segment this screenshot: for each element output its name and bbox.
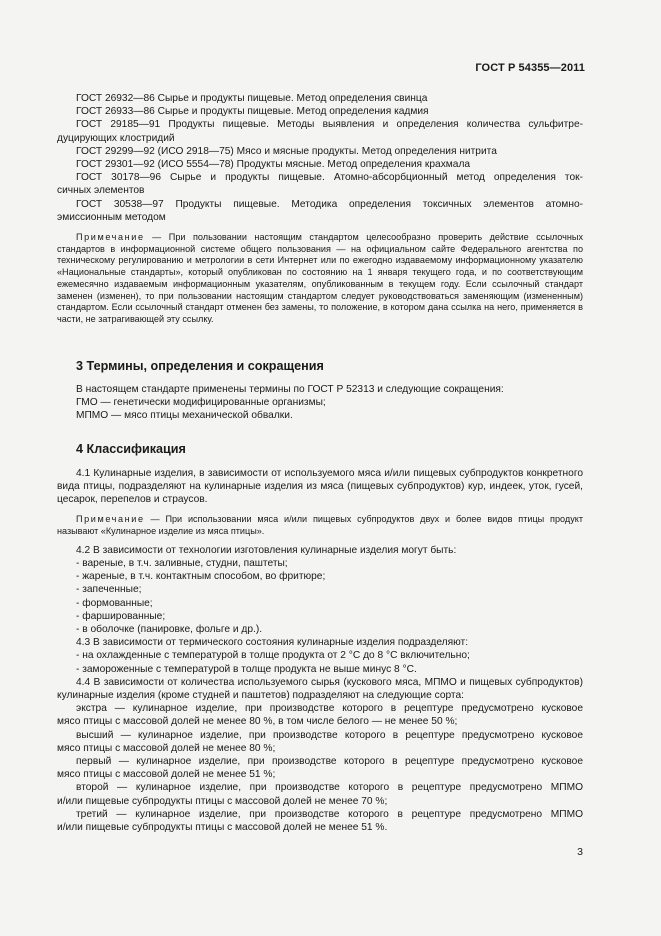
grade-third: третий — кулинарное изделие, при производстве которого в рецептуре предусмотрено МПМО xyxy=(76,808,583,820)
grade-highest-cont: мясо птицы с массовой долей не менее 80 %; xyxy=(57,742,276,754)
clause-4-2: 4.2 В зависимости от технологии изготовления кулинарные изделия могут быть: xyxy=(76,544,457,556)
clause-4-4: 4.4 В зависимости от количества используемого сырья (кускового мяса, МПМО и пищевых субпродуктов) кулинарные изделия (кроме студней и паштетов) подразделяют на следующие сорта: xyxy=(57,676,583,701)
list-item: - формованные; xyxy=(76,597,153,609)
reference-item-cont: сичных элементов xyxy=(57,185,145,197)
clause-4-3: 4.3 В зависимости от термического состояния кулинарные изделия подразделяют: xyxy=(76,637,469,649)
reference-item: ГОСТ 26932—86 Сырье и продукты пищевые. Метод определения свинца xyxy=(76,93,428,104)
section-4-title: 4 Классификация xyxy=(76,442,186,457)
note-text: — При использовании мяса и/или пищевых субпродуктов двух и более видов птицы продукт называют «Кулинарное изделие из мяса птицы». xyxy=(57,514,583,536)
list-item: - на охлажденные с температурой в толще продукта от 2 °С до 8 °С включительно; xyxy=(76,650,470,662)
reference-item: ГОСТ 26933—86 Сырье и продукты пищевые. Метод определения кадмия xyxy=(76,106,429,118)
clause-4-1: 4.1 Кулинарные изделия, в зависимости от используемого мяса и/или пищевых субпродуктов конкретного вида птицы, подразделяют на кулинарные изделия из мяса (пищевых субпродуктов) кур, индеек, уток, гусей, цесарок, перепелов и страусов. xyxy=(57,467,583,506)
grade-first: первый — кулинарное изделие, при производстве которого в рецептуре предусмотрено кусковое xyxy=(76,755,583,767)
reference-item: ГОСТ 29301—92 (ИСО 5554—78) Продукты мясные. Метод определения крахмала xyxy=(76,159,471,171)
page-content xyxy=(57,92,583,834)
note-text: — При пользовании настоящим стандартом целесообразно проверить действие ссылочных стандартов в информационной системе общего пользования — на официальном сайте Федерального агентства по техническому регулированию и метрологии в сети Интернет или по ежегодно издаваемому информационному указателю «Национальные стандарты», который опубликован по состоянию на 1 января текущего года, и по соответствующим ежемесячно издаваемым информационным указателям, опубликованным в текущем году. Если ссылочный стандарт заменен (изменен), то при пользовании настоящим стандартом следует руководствоваться заменяющим (измененным) стандартом. Если ссылочный стандарт отменен без замены, то положение, в котором дана ссылка на него, применяется в части, не затрагивающей эту ссылку. xyxy=(57,232,583,324)
list-item: - в оболочке (панировке, фольге и др.). xyxy=(76,623,263,635)
grade-second-cont: и/или пищевые субпродукты птицы с массовой долей не менее 70 %; xyxy=(57,795,388,807)
reference-item-cont: эмиссионным методом xyxy=(57,211,166,223)
grade-extra-cont: мясо птицы с массовой долей не менее 80 %, в том числе белого — не менее 50 %; xyxy=(57,716,458,728)
grade-second: второй — кулинарное изделие, при производстве которого в рецептуре предусмотрено МПМО xyxy=(76,782,583,794)
page-number: 3 xyxy=(577,846,583,858)
reference-item-cont: дуцирующих клостридий xyxy=(57,132,175,144)
reference-item: ГОСТ 29299—92 (ИСО 2918—75) Мясо и мясные продукты. Метод определения нитрита xyxy=(76,145,497,157)
note-references xyxy=(57,232,583,326)
note-label: Примечание xyxy=(76,514,145,525)
reference-item: ГОСТ 30178—96 Сырье и продукты пищевые. Атомно-абсорбционный метод определения ток- xyxy=(76,172,583,184)
reference-item: ГОСТ 29185—91 Продукты пищевые. Методы выявления и определения количества сульфитре- xyxy=(76,119,583,131)
reference-item: ГОСТ 30538—97 Продукты пищевые. Методика определения токсичных элементов атомно- xyxy=(76,198,583,210)
list-item: - замороженные с температурой в толще продукта не выше минус 8 °С. xyxy=(76,663,417,675)
list-item: - запеченные; xyxy=(76,584,142,596)
grade-third-cont: и/или пищевые субпродукты птицы с массовой долей не менее 51 %. xyxy=(57,821,388,833)
section-3-intro: В настоящем стандарте применены термины по ГОСТ Р 52313 и следующие сокращения: xyxy=(76,383,504,395)
grade-highest: высший — кулинарное изделие, при производстве которого в рецептуре предусмотрено кусковое xyxy=(76,729,583,741)
list-item: - фаршированные; xyxy=(76,610,166,622)
grade-first-cont: мясо птицы с массовой долей не менее 51 %; xyxy=(57,769,276,781)
list-item: - вареные, в т.ч. заливные, студни, паштеты; xyxy=(76,557,288,569)
abbreviation-item: ГМО — генетически модифицированные организмы; xyxy=(76,397,326,409)
section-3-title: 3 Термины, определения и сокращения xyxy=(76,358,324,373)
list-item: - жареные, в т.ч. контактным способом, во фритюре; xyxy=(76,571,326,583)
note-label: Примечание xyxy=(76,232,145,243)
document-header: ГОСТ Р 54355—2011 xyxy=(475,62,585,74)
abbreviation-item: МПМО — мясо птицы механической обвалки. xyxy=(76,410,293,422)
note-4-1 xyxy=(57,514,583,537)
grade-extra: экстра — кулинарное изделие, при производстве которого в рецептуре предусмотрено кусковое xyxy=(76,703,583,715)
normative-references xyxy=(57,92,583,224)
